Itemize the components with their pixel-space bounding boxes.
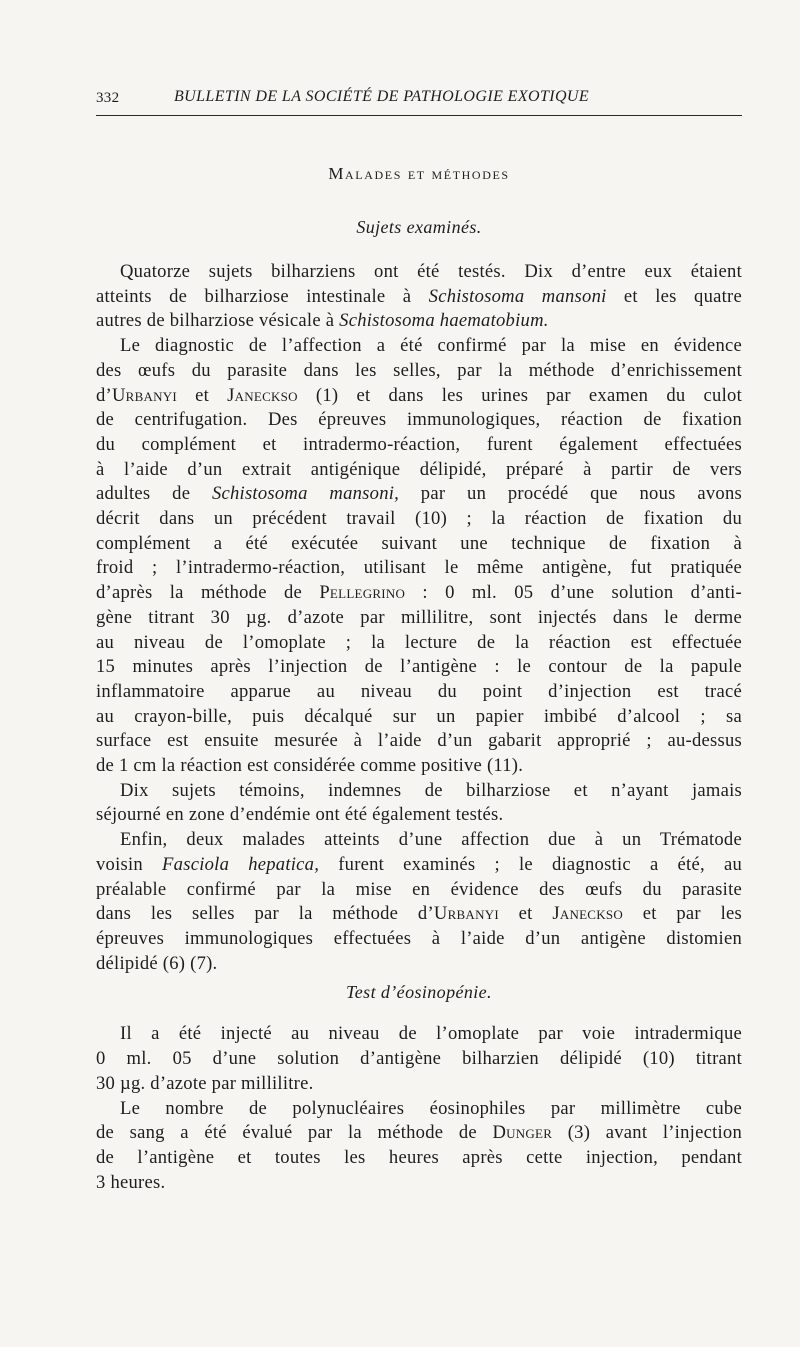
- text-line: décrit dans un précédent travail (10) ; la réaction de fixation du: [96, 508, 742, 530]
- subsection-title: Test d’éosinopénie.: [346, 982, 492, 1003]
- body-text: [96, 217, 742, 1195]
- text-line: de centrifugation. Des épreuves immunologiques, réaction de fixation: [96, 409, 742, 431]
- text-line: 0 ml. 05 d’une solution d’antigène bilharzien délipidé (10) titrant: [96, 1048, 742, 1070]
- text-line: gène titrant 30 µg. d’azote par millilitre, sont injectés dans le derme: [96, 606, 742, 628]
- text-line: du complément et intradermo-réaction, furent également effectuées: [96, 433, 742, 455]
- text-line: Le diagnostic de l’affection a été confirmé par la mise en évidence: [120, 335, 742, 357]
- header-rule: [96, 115, 742, 116]
- text-line: épreuves immunologiques effectuées à l’aide d’un antigène distomien: [96, 927, 742, 949]
- text-line: au crayon-bille, puis décalqué sur un papier imbibé d’alcool ; sa: [96, 705, 742, 727]
- section-title: Malades et méthodes: [328, 164, 510, 183]
- text-line: de 1 cm la réaction est considérée comme positive (11).: [96, 755, 524, 777]
- text-line: surface est ensuite mesurée à l’aide d’un gabarit approprié ; au-dessus: [96, 730, 742, 752]
- text-line: Il a été injecté au niveau de l’omoplate par voie intradermique: [120, 1023, 742, 1045]
- text-line: inflammatoire apparue au niveau du point d’injection est tracé: [96, 680, 742, 702]
- text-line: complément a été exécutée suivant une technique de fixation à: [96, 532, 742, 554]
- running-head: [96, 86, 742, 112]
- text-line: d’après la méthode de Pellegrino : 0 ml. 05 d’une solution d’anti-: [96, 582, 742, 604]
- paragraph: [96, 334, 742, 779]
- text-line: des œufs du parasite dans les selles, par la méthode d’enrichissement: [96, 359, 742, 381]
- text-line: Dix sujets témoins, indemnes de bilharziose et n’ayant jamais: [120, 779, 742, 801]
- text-line: Le nombre de polynucléaires éosinophiles par millimètre cube: [120, 1097, 742, 1119]
- text-line: dans les selles par la méthode d’Urbanyi et Janeckso et par les: [96, 903, 742, 925]
- text-line: de sang a été évalué par la méthode de Dunger (3) avant l’injection: [96, 1122, 742, 1144]
- text-line: séjourné en zone d’endémie ont été également testés.: [96, 804, 504, 826]
- text-line: atteints de bilharziose intestinale à Schistosoma mansoni et les quatre: [96, 285, 742, 307]
- subsection-title: Sujets examinés.: [356, 217, 482, 237]
- text-line: adultes de Schistosoma mansoni, par un procédé que nous avons: [96, 483, 742, 505]
- journal-title: BULLETIN DE LA SOCIÉTÉ DE PATHOLOGIE EXOTIQUE: [174, 88, 590, 105]
- page-number: 332: [96, 90, 120, 106]
- text-line: à l’aide d’un extrait antigénique délipidé, préparé à partir de vers: [96, 458, 742, 480]
- text-line: Quatorze sujets bilharziens ont été testés. Dix d’entre eux étaient: [120, 261, 742, 282]
- text-line: Enfin, deux malades atteints d’une affection due à un Trématode: [120, 829, 742, 851]
- text-line: 15 minutes après l’injection de l’antigène : le contour de la papule: [96, 656, 742, 678]
- text-line: 3 heures.: [96, 1171, 166, 1193]
- text-line: au niveau de l’omoplate ; la lecture de la réaction est effectuée: [96, 631, 742, 653]
- text-line: autres de bilharziose vésicale à Schistosoma haematobium.: [96, 310, 549, 332]
- text-line: de l’antigène et toutes les heures après cette injection, pendant: [96, 1146, 742, 1168]
- text-line: froid ; l’intradermo-réaction, utilisant le même antigène, fut pratiquée: [96, 557, 742, 579]
- paragraph: [96, 260, 742, 334]
- paragraph: [96, 1097, 742, 1196]
- text-line: voisin Fasciola hepatica, furent examinés ; le diagnostic a été, au: [96, 853, 742, 875]
- text-line: d’Urbanyi et Janeckso (1) et dans les urines par examen du culot: [96, 384, 742, 406]
- text-line: 30 µg. d’azote par millilitre.: [96, 1072, 314, 1094]
- text-line: préalable confirmé par la mise en évidence des œufs du parasite: [96, 878, 742, 900]
- paragraph: [96, 1022, 742, 1096]
- paragraph: [96, 828, 742, 976]
- paragraph: [96, 779, 742, 828]
- page: [96, 86, 742, 1195]
- text-line: délipidé (6) (7).: [96, 952, 218, 974]
